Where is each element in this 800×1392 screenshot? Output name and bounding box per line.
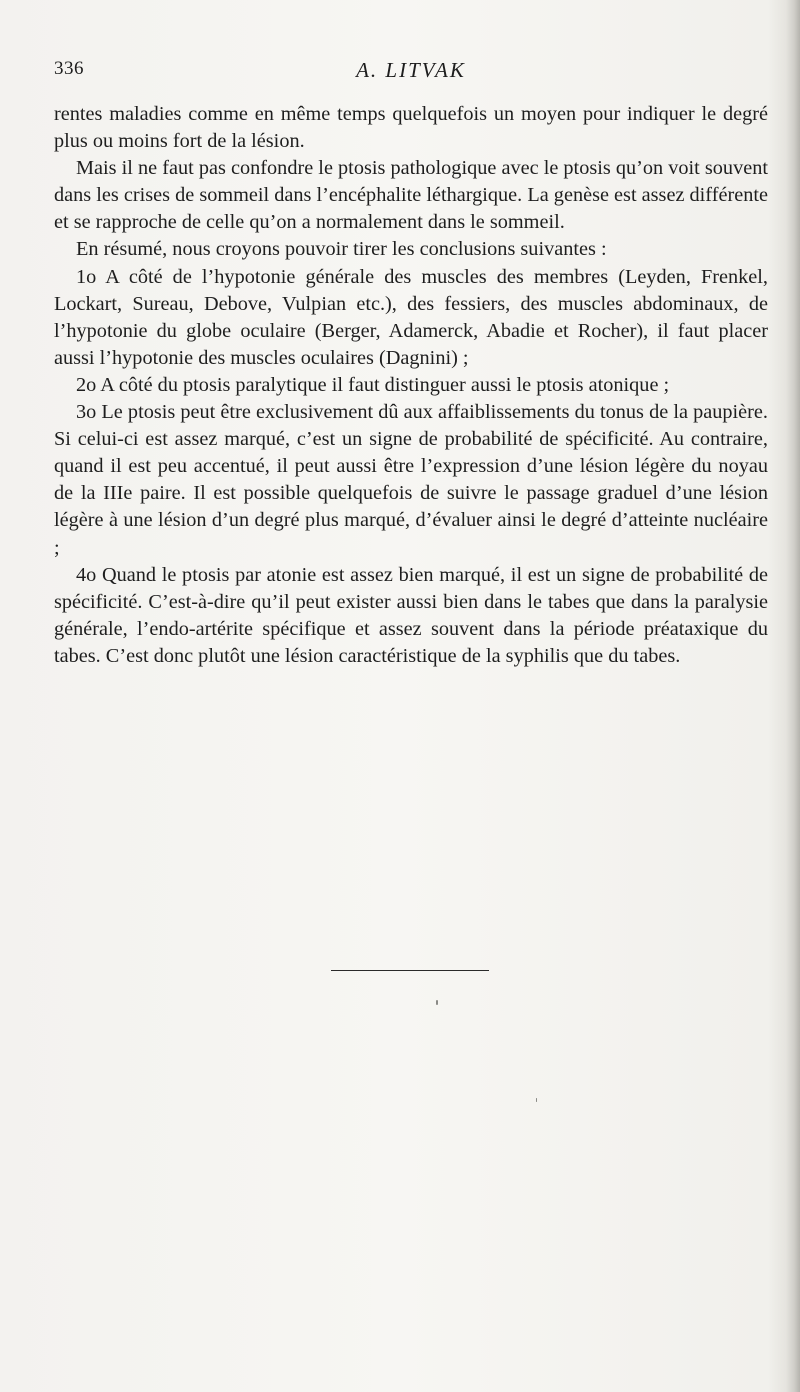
- conclusion-item-2: 2o A côté du ptosis paralytique il faut distinguer aussi le ptosis atonique ;: [76, 373, 670, 396]
- body-text: [54, 101, 768, 670]
- paragraph-continued: rentes maladies comme en même temps quelquefois un moyen pour indiquer le degré plus ou moins fort de la lésion.: [54, 103, 768, 153]
- paper-speck: [536, 1098, 537, 1102]
- paper-speck: [436, 1000, 438, 1005]
- conclusion-item-1: 1o A côté de l’hypotonie générale des muscles des membres (Leyden, Frenkel, Lockart, Sureau, Debove, Vulpian etc.), des fessiers, des muscles abdominaux, de l’hypotonie du globe oculaire (Berger, Adamerck, Abadie et Rocher), il faut placer aussi l’hypotonie des muscles oculaires (Dagnini) ;: [54, 265, 768, 369]
- page-header: [54, 58, 768, 92]
- running-head: A. LITVAK: [356, 58, 466, 82]
- paragraph: Mais il ne faut pas confondre le ptosis pathologique avec le ptosis qu’on voit souvent dans les crises de sommeil dans l’encéphalite léthargique. La genèse est assez différente et se rapproche de celle qu’on a normalement dans le sommeil.: [54, 157, 768, 234]
- conclusion-item-3: 3o Le ptosis peut être exclusivement dû aux affaiblissements du tonus de la paupière. Si celui-ci est assez marqué, c’est un signe de probabilité de spécificité. Au contraire, quand il est peu accentué, il peut aussi être l’expression d’une lésion légère du noyau de la IIIe paire. Il est possible quelquefois de suivre le passage graduel d’une lésion légère à une lésion d’un degré plus marqué, d’évaluer ainsi le degré d’atteinte nucléaire ;: [54, 401, 768, 559]
- conclusion-item-4: 4o Quand le ptosis par atonie est assez bien marqué, il est un signe de probabilité de spécificité. C’est-à-dire qu’il peut exister aussi bien dans le tabes que dans la paralysie générale, l’endo-artérite spécifique et assez souvent dans la période préataxique du tabes. C’est donc plutôt une lésion caractéristique de la syphilis que du tabes.: [54, 563, 768, 667]
- section-divider: [331, 970, 489, 971]
- page-edge-shadow: [786, 0, 800, 1392]
- page-number: 336: [54, 58, 84, 79]
- paragraph: En résumé, nous croyons pouvoir tirer les conclusions suivantes :: [76, 238, 607, 261]
